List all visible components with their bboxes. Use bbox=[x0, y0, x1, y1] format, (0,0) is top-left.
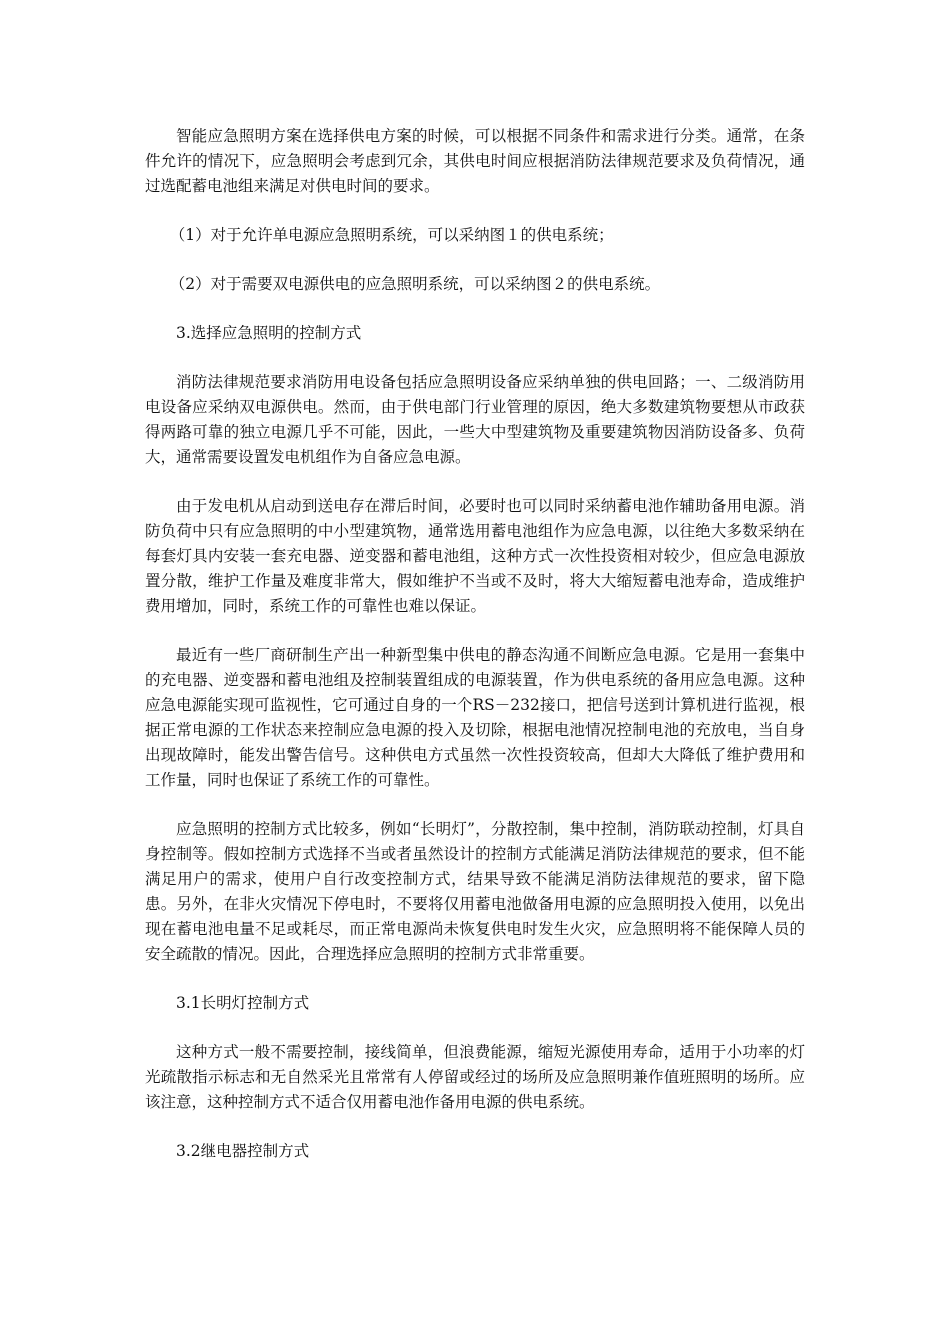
list-item-dual-source: （2）对于需要双电源供电的应急照明系统，可以采纳图２的供电系统。 bbox=[169, 275, 661, 293]
paragraph-control-options: 应急照明的控制方式比较多，例如“长明灯”，分散控制，集中控制，消防联动控制，灯具自身控制等。假如控制方式选择不当或者虽然设计的控制方式能满足消防法律规范的要求，但不能满足用户的需求，使用户自行改变控制方式，结果导致不能满足消防法律规范的要求，留下隐患。另外，在非火灾情况下停电时，不要将仅用蓄电池做备用电源的应急照明投入使用，以免出现在蓄电池电量不足或耗尽，而正常电源尚未恢复供电时发生火灾，应急照明将不能保障人员的安全疏散的情况。因此，合理选择应急照明的控制方式非常重要。 bbox=[145, 820, 805, 963]
section-heading-always-on: 3.1长明灯控制方式 bbox=[176, 994, 310, 1012]
section-heading-control-method: 3.选择应急照明的控制方式 bbox=[176, 324, 362, 342]
paragraph-always-on-details: 这种方式一般不需要控制，接线简单，但浪费能源，缩短光源使用寿命，适用于小功率的灯光疏散指示标志和无自然采光且常常有人停留或经过的场所及应急照明兼作值班照明的场所。应该注意，这种控制方式不适合仅用蓄电池作备用电源的供电系统。 bbox=[145, 1043, 805, 1111]
paragraph-centralized-ups: 最近有一些厂商研制生产出一种新型集中供电的静态沟通不间断应急电源。它是用一套集中的充电器、逆变器和蓄电池组及控制装置组成的电源装置，作为供电系统的备用应急电源。这种应急电源能实现可监视性，它可通过自身的一个RS－232接口，把信号送到计算机进行监视，根据正常电源的工作状态来控制应急电源的投入及切除，根据电池情况控制电池的充放电，当自身出现故障时，能发出警告信号。这种供电方式虽然一次性投资较高，但却大大降低了维护费用和工作量，同时也保证了系统工作的可靠性。 bbox=[145, 646, 805, 789]
paragraph-fire-regulations: 消防法律规范要求消防用电设备包括应急照明设备应采纳单独的供电回路；一、二级消防用电设备应采纳双电源供电。然而，由于供电部门行业管理的原因，绝大多数建筑物要想从市政获得两路可靠的独立电源几乎不可能，因此，一些大中型建筑物及重要建筑物因消防设备多、负荷大，通常需要设置发电机组作为自备应急电源。 bbox=[145, 373, 805, 466]
document-body bbox=[145, 124, 805, 1188]
paragraph-power-supply-intro: 智能应急照明方案在选择供电方案的时候，可以根据不同条件和需求进行分类。通常，在条件允许的情况下，应急照明会考虑到冗余，其供电时间应根据消防法律规范要求及负荷情况，通过选配蓄电池组来满足对供电时间的要求。 bbox=[145, 127, 805, 195]
paragraph-generator-delay: 由于发电机从启动到送电存在滞后时间，必要时也可以同时采纳蓄电池作辅助备用电源。消防负荷中只有应急照明的中小型建筑物，通常选用蓄电池组作为应急电源，以往绝大多数采纳在每套灯具内安装一套充电器、逆变器和蓄电池组，这种方式一次性投资相对较少，但应急电源放置分散，维护工作量及难度非常大，假如维护不当或不及时，将大大缩短蓄电池寿命，造成维护费用增加，同时，系统工作的可靠性也难以保证。 bbox=[145, 497, 805, 615]
list-item-single-source: （1）对于允许单电源应急照明系统，可以采纳图１的供电系统； bbox=[169, 226, 614, 244]
section-heading-relay-control: 3.2继电器控制方式 bbox=[176, 1142, 310, 1160]
